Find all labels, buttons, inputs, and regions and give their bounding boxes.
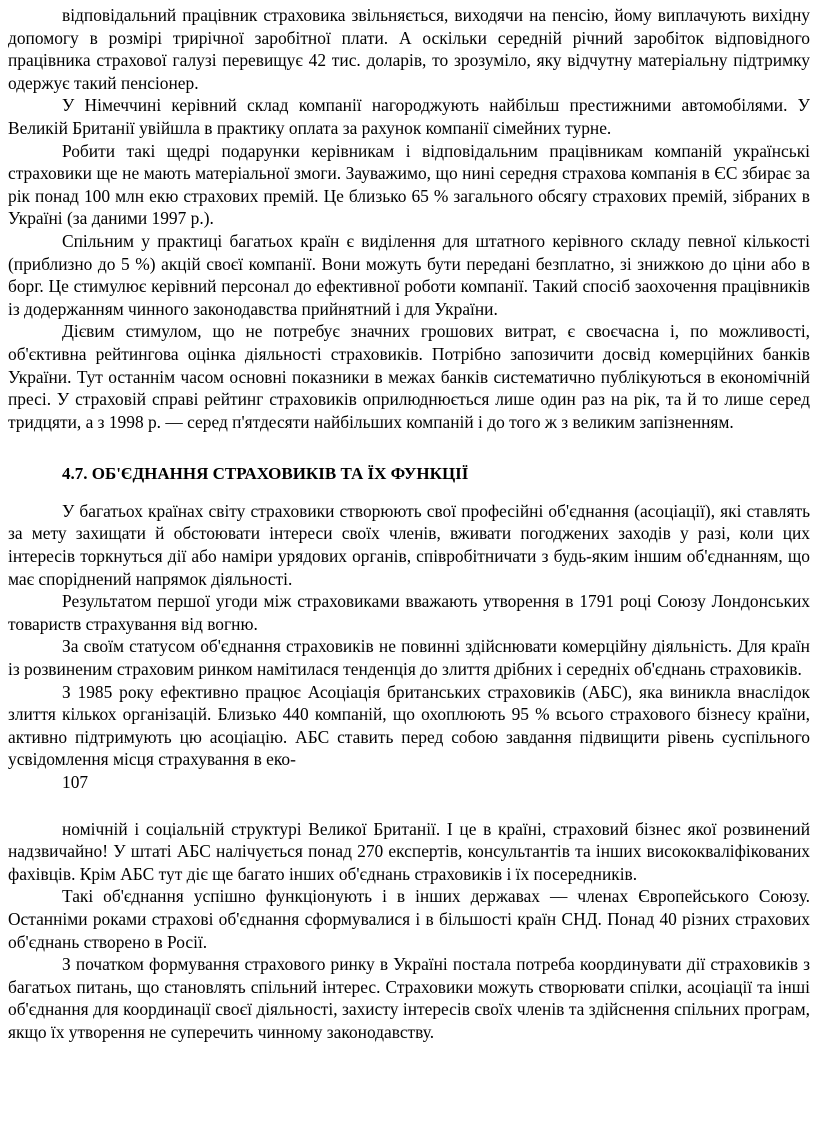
paragraph: У Німеччині керівний склад компанії нагороджують найбільш престижними автомобілями. У Великій Британії увійшла в практику оплата за рахунок компанії сімейних турне. <box>8 95 810 138</box>
paragraph: Результатом першої угоди між страховиками вважають утворення в 1791 році Союзу Лондонських товариств страхування від вогню. <box>8 591 810 634</box>
paragraph: Такі об'єднання успішно функціонують і в інших державах — членах Європейського Союзу. Останніми роками страхові об'єднання сформувалися і в більшості країн СНД. Понад 40 різних страхових об'єднань створено в Росії. <box>8 886 810 952</box>
paragraph: У багатьох країнах світу страховики створюють свої професійні об'єднання (асоціації), які ставлять за мету захищати й обстоювати інтереси своїх членів, вживати погоджених заходів у разі, коли цих інтересів торкнуться дії або наміри урядових органів, співробітничати з будь-яким іншим об'єднанням, що має споріднений напрямок діяльності. <box>8 500 810 589</box>
paragraph: Спільним у практиці багатьох країн є виділення для штатного керівного складу певної кількості (приблизно до 5 %) акцій своєї компанії. Вони можуть бути передані безплатно, зі знижкою до ціни або в борг. Це стимулює керівний персонал до ефективної роботи компанії. Такий спосіб заохочення працівників із додержанням чинного законодавства прийнятний і для України. <box>8 230 810 319</box>
paragraph: Робити такі щедрі подарунки керівникам і відповідальним працівникам компаній українські страховики ще не мають матеріальної змоги. Зауважимо, що нині середня страхова компанія в ЄС збирає за рік понад 100 млн екю страхових премій. Це близько 65 % загального обсягу страхових премій, зібраних в Україні (за даними 1997 р.). <box>8 140 810 229</box>
paragraph: З 1985 року ефективно працює Асоціація британських страховиків (АБС), яка виникла внаслідок злиття кількох організацій. Близько 440 компаній, що охоплюють 95 % всього страхового бізнесу країни, активно підтримують цю асоціацію. АБС ставить перед собою завдання підвищити рівень суспільного усвідомлення місця страхування в еко- <box>8 681 810 770</box>
paragraph: За своїм статусом об'єднання страховиків не повинні здійснювати комерційну діяльність. Для країн із розвиненим страховим ринком намітилася тенденція до злиття дрібних і середніх об'єднань страховиків. <box>8 636 810 680</box>
paragraph: З початком формування страхового ринку в Україні постала потреба координувати дії страховиків з багатьох питань, що становлять спільний інтерес. Страховики можуть створювати спілки, асоціації та інші об'єднання для координації своєї діяльності, захисту інтересів своїх членів та здійснення спільних програм, якщо їх утворення не суперечить чинному законодавству. <box>8 954 810 1042</box>
section-heading: 4.7. ОБ'ЄДНАННЯ СТРАХОВИКІВ ТА ЇХ ФУНКЦІЇ <box>62 464 469 484</box>
paragraph: Дієвим стимулом, що не потребує значних грошових витрат, є своєчасна і, по можливості, об'єктивна рейтингова оцінка діяльності страховиків. Потрібно запозичити досвід комерційних банків України. Тут останнім часом основні показники в межах банків систематично публікуються в економічній пресі. У страховій справі рейтинг страховиків оприлюднюється лише один раз на рік, та й то лише серед тридцяти, а з 1998 р. — серед п'ятдесяти найбільших компаній і до того ж з великим запізненням. <box>8 321 810 432</box>
page-break-gap <box>8 794 810 818</box>
paragraph: номічній і соціальній структурі Великої Британії. І це в країні, страховий бізнес якої розвинений надзвичайно! У штаті АБС налічується понад 270 експертів, консультантів та інших висококваліфікованих фахівців. Крім АБС тут діє ще багато інших об'єднань страховиків і їх посередників. <box>8 818 810 884</box>
document-page <box>8 4 810 1044</box>
paragraph: відповідальний працівник страховика звільняється, виходячи на пенсію, йому виплачують вихідну допомогу в розмірі трирічної заробітної плати. А оскільки середній річний заробіток відповідного працівника страхової галузі перевищує 42 тис. доларів, то зрозуміло, яку відчутну матеріальну підтримку одержує такий пенсіонер. <box>8 5 810 93</box>
page-number: 107 <box>62 772 89 792</box>
